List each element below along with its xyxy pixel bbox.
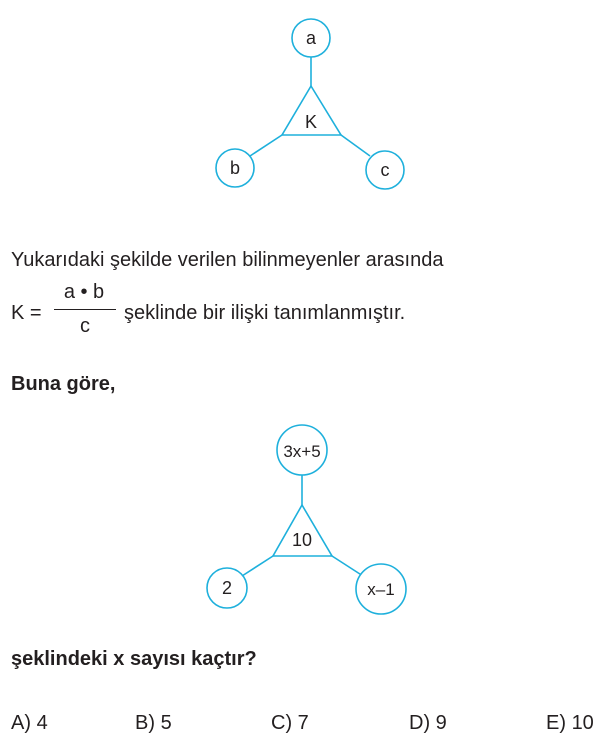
edge-left-1 <box>250 135 282 156</box>
node-left-1-label: b <box>229 158 241 178</box>
option-b[interactable] <box>135 712 172 735</box>
option-a-value: 4 <box>36 712 48 734</box>
formula-numerator: a • b <box>63 281 105 303</box>
node-right-2-label: x–1 <box>367 580 395 599</box>
option-c[interactable] <box>271 712 309 735</box>
option-a[interactable] <box>11 712 48 735</box>
option-c-value: 7 <box>297 712 309 734</box>
edge-right-2 <box>332 556 363 576</box>
option-e-value: 10 <box>571 712 594 734</box>
edge-right-1 <box>341 135 370 156</box>
option-d-letter: D) <box>409 712 431 734</box>
option-e-letter: E) <box>546 712 566 734</box>
triangle-1-label: K <box>304 112 318 132</box>
node-left-2-label: 2 <box>221 578 233 598</box>
triangle-2-label: 10 <box>291 530 313 550</box>
intro-line: Yukarıdaki şekilde verilen bilinmeyenler arasında <box>11 249 444 271</box>
prompt-text: Buna göre, <box>11 373 116 395</box>
formula-lhs: K = <box>11 302 42 324</box>
option-a-letter: A) <box>11 712 31 734</box>
figure-1 <box>216 19 404 189</box>
option-c-letter: C) <box>271 712 293 734</box>
node-top-2-label: 3x+5 <box>283 442 321 461</box>
edge-left-2 <box>242 556 273 576</box>
node-top-1-label: a <box>305 28 317 48</box>
figure-2 <box>207 425 406 614</box>
formula-fraction-bar <box>54 309 116 310</box>
option-b-value: 5 <box>160 712 172 734</box>
option-e[interactable] <box>546 712 594 735</box>
option-d-value: 9 <box>435 712 447 734</box>
option-d[interactable] <box>409 712 447 735</box>
formula-rest: şeklinde bir ilişki tanımlanmıştır. <box>124 302 406 324</box>
option-b-letter: B) <box>135 712 155 734</box>
node-right-1-label: c <box>380 160 390 180</box>
formula-denominator: c <box>80 315 90 337</box>
question-text: şeklindeki x sayısı kaçtır? <box>11 648 257 670</box>
